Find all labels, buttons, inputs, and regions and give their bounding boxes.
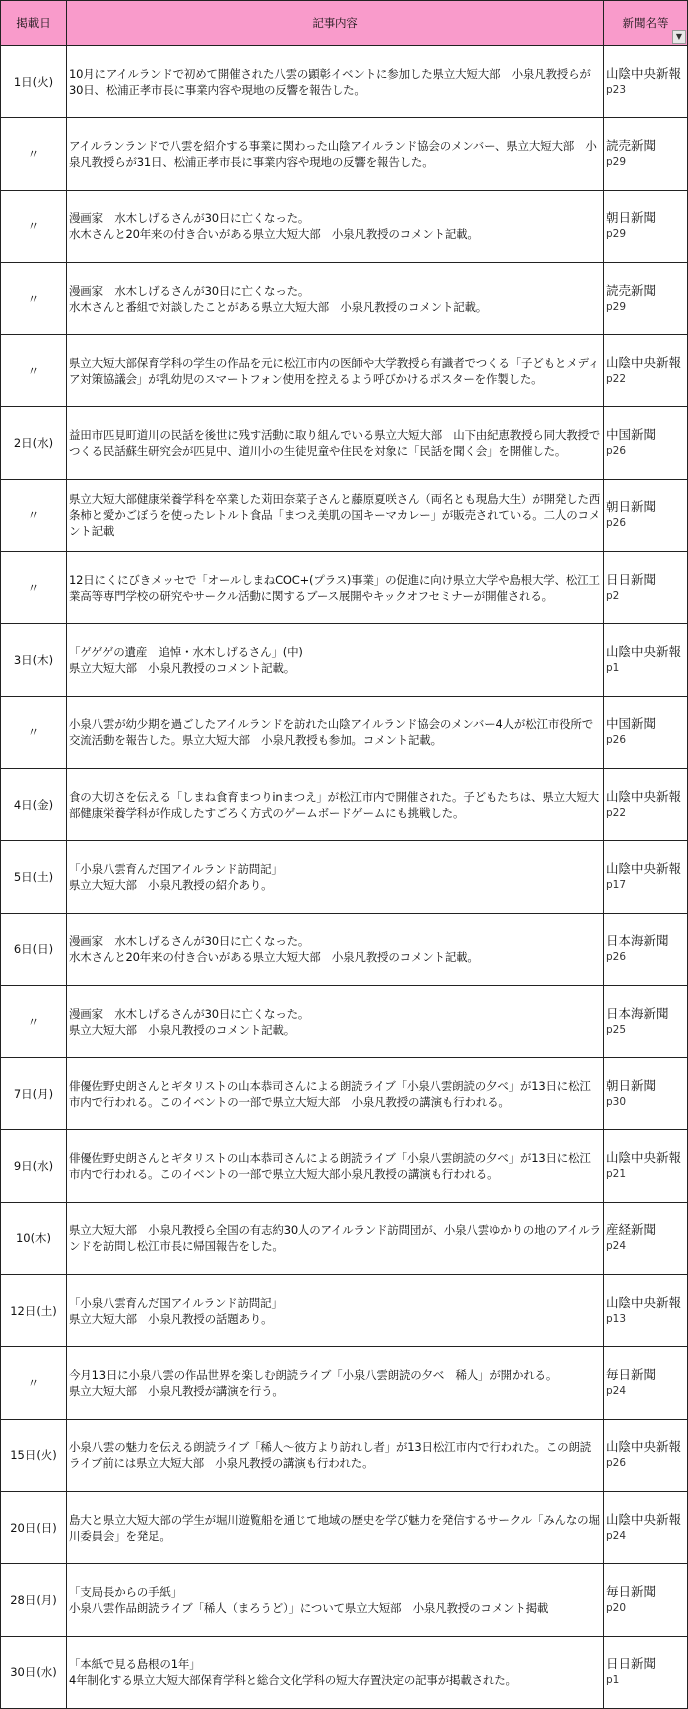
paper-cell [604, 1275, 688, 1347]
newspaper-name: 読売新聞 [606, 282, 657, 298]
table-row [1, 696, 688, 768]
page-number: p21 [606, 1168, 627, 1181]
table-row [1, 118, 688, 190]
page-number: p17 [606, 878, 627, 891]
paper-cell [604, 1130, 688, 1202]
content-cell: 漫画家 水木しげるさんが30日に亡くなった。 水木さんと番組で対談したことがある県立大短大部 小泉凡教授のコメント記載。 [67, 262, 604, 334]
table-row [1, 190, 688, 262]
table-body [1, 46, 688, 1709]
date-cell: 12日(土) [1, 1275, 67, 1347]
table-row [1, 1419, 688, 1491]
paper-cell [604, 552, 688, 624]
newspaper-name: 山陰中央新報 [606, 354, 682, 370]
table-row [1, 1130, 688, 1202]
paper-cell [604, 407, 688, 479]
paper-cell [604, 190, 688, 262]
newspaper-name: 朝日新聞 [606, 499, 657, 515]
page-number: p29 [606, 155, 627, 168]
paper-cell [604, 913, 688, 985]
table-row [1, 913, 688, 985]
page-number: p30 [606, 1095, 627, 1108]
date-cell: 9日(水) [1, 1130, 67, 1202]
content-cell: 県立大短大部 小泉凡教授ら全国の有志約30人のアイルランド訪問団が、小泉八雲ゆかりの地のアイルランドを訪問し松江市長に帰国報告をした。 [67, 1202, 604, 1274]
newspaper-name: 読売新聞 [606, 137, 657, 153]
header-paper-label: 新聞名等 [622, 16, 669, 30]
page-number: p26 [606, 951, 627, 964]
page-number: p26 [606, 1457, 627, 1470]
content-cell: 今月13日に小泉八雲の作品世界を楽しむ朗読ライブ「小泉八雲朗読の夕べ 稀人」が開かれる。 県立大短大部 小泉凡教授が講演を行う。 [67, 1347, 604, 1419]
date-cell: 〃 [1, 479, 67, 551]
page-number: p2 [606, 589, 620, 602]
page-number: p26 [606, 734, 627, 747]
header-date: 掲載日 [1, 1, 67, 46]
date-cell: 20日(日) [1, 1491, 67, 1563]
table-row [1, 479, 688, 551]
newspaper-name: 毎日新聞 [606, 1366, 657, 1382]
newspaper-name: 山陰中央新報 [606, 65, 682, 81]
newspaper-name: 山陰中央新報 [606, 860, 682, 876]
page-number: p24 [606, 1384, 627, 1397]
filter-dropdown-icon[interactable]: ▼ [672, 30, 686, 44]
date-cell: 〃 [1, 985, 67, 1057]
paper-cell [604, 479, 688, 551]
content-cell: 俳優佐野史朗さんとギタリストの山本恭司さんによる朗読ライブ「小泉八雲朗読の夕べ」が13日に松江市内で行われる。このイベントの一部で県立大短大部小泉凡教授の講演も行われる。 [67, 1130, 604, 1202]
table-row [1, 1202, 688, 1274]
table-row [1, 1636, 688, 1708]
page-number: p22 [606, 372, 627, 385]
page-number: p23 [606, 83, 627, 96]
content-cell: 小泉八雲の魅力を伝える朗読ライブ「稀人～彼方より訪れし者」が13日松江市内で行われた。この朗読ライブ前には県立大短大部 小泉凡教授の講演も行われた。 [67, 1419, 604, 1491]
newspaper-name: 日本海新聞 [606, 933, 669, 949]
newspaper-name: 朝日新聞 [606, 1077, 657, 1093]
content-cell: 「ゲゲゲの遺産 追悼・水木しげるさん」(中) 県立大短大部 小泉凡教授のコメント記載。 [67, 624, 604, 696]
table-row [1, 841, 688, 913]
paper-cell [604, 335, 688, 407]
newspaper-name: 毎日新聞 [606, 1583, 657, 1599]
content-cell: 島大と県立大短大部の学生が堀川遊覧船を通じて地域の歴史を学び魅力を発信するサークル「みんなの堀川委員会」を発足。 [67, 1491, 604, 1563]
date-cell: 1日(火) [1, 46, 67, 118]
newspaper-name: 朝日新聞 [606, 210, 657, 226]
paper-cell [604, 1419, 688, 1491]
paper-cell [604, 262, 688, 334]
header-paper[interactable] [604, 1, 688, 46]
paper-cell [604, 841, 688, 913]
paper-cell [604, 1347, 688, 1419]
date-cell: 〃 [1, 1347, 67, 1419]
content-cell: アイルランランドで八雲を紹介する事業に関わった山陰アイルランド協会のメンバー、県立大短大部 小泉凡教授らが31日、松浦正孝市長に事業内容や現地の反響を報告した。 [67, 118, 604, 190]
paper-cell [604, 696, 688, 768]
content-cell: 食の大切さを伝える「しまね食育まつりinまつえ」が松江市内で開催された。子どもたちは、県立大短大部健康栄養学科が作成したすごろく方式のゲームボードゲームにも挑戦した。 [67, 768, 604, 840]
table-row [1, 262, 688, 334]
date-cell: 2日(水) [1, 407, 67, 479]
date-cell: 10(木) [1, 1202, 67, 1274]
content-cell: 県立大短大部健康栄養学科を卒業した苅田奈菜子さんと藤原夏咲さん（両名とも現島大生）が開発した西条柿と愛かごぼうを使ったレトルト食品「まつえ美肌の国キーマカレー」が販売されている。二人のコメント記載 [67, 479, 604, 551]
page-number: p13 [606, 1312, 627, 1325]
newspaper-name: 日日新聞 [606, 571, 657, 587]
page-number: p26 [606, 445, 627, 458]
newspaper-name: 山陰中央新報 [606, 1294, 682, 1310]
table-row [1, 624, 688, 696]
content-cell: 「支局長からの手紙」 小泉八雲作品朗読ライブ「稀人（まろうど）」について県立大短部 小泉凡教授のコメント掲載 [67, 1564, 604, 1636]
newspaper-name: 産経新聞 [606, 1222, 657, 1238]
content-cell: 漫画家 水木しげるさんが30日に亡くなった。 県立大短大部 小泉凡教授のコメント記載。 [67, 985, 604, 1057]
newspaper-name: 山陰中央新報 [606, 1150, 682, 1166]
paper-cell [604, 46, 688, 118]
newspaper-name: 山陰中央新報 [606, 644, 682, 660]
newspaper-name: 日本海新聞 [606, 1005, 669, 1021]
content-cell: 小泉八雲が幼少期を過ごしたアイルランドを訪れた山陰アイルランド協会のメンバー4人が松江市役所で交流活動を報告した。県立大短大部 小泉凡教授も参加。コメント記載。 [67, 696, 604, 768]
table-row [1, 1347, 688, 1419]
table-row [1, 985, 688, 1057]
table-row [1, 335, 688, 407]
paper-cell [604, 1636, 688, 1708]
date-cell: 28日(月) [1, 1564, 67, 1636]
newspaper-name: 日日新聞 [606, 1656, 657, 1672]
table-row [1, 768, 688, 840]
content-cell: 「小泉八雲育んだ国アイルランド訪問記」 県立大短大部 小泉凡教授の話題あり。 [67, 1275, 604, 1347]
page-number: p24 [606, 1240, 627, 1253]
date-cell: 15日(火) [1, 1419, 67, 1491]
content-cell: 12日にくにびきメッセで「オールしまねCOC+(プラス)事業」の促進に向け県立大学や島根大学、松江工業高等専門学校の研究やサークル活動に関するブース展開やキックオフセミナーが開催される。 [67, 552, 604, 624]
date-cell: 〃 [1, 118, 67, 190]
table-row [1, 1058, 688, 1130]
page-number: p1 [606, 662, 620, 675]
date-cell: 〃 [1, 335, 67, 407]
page-number: p29 [606, 228, 627, 241]
paper-cell [604, 118, 688, 190]
newspaper-name: 中国新聞 [606, 427, 657, 443]
paper-cell [604, 768, 688, 840]
newspaper-name: 中国新聞 [606, 716, 657, 732]
date-cell: 5日(土) [1, 841, 67, 913]
date-cell: 〃 [1, 190, 67, 262]
page-number: p29 [606, 300, 627, 313]
date-cell: 4日(金) [1, 768, 67, 840]
date-cell: 7日(月) [1, 1058, 67, 1130]
paper-cell [604, 1058, 688, 1130]
page-number: p26 [606, 517, 627, 530]
table-row [1, 1275, 688, 1347]
date-cell: 3日(木) [1, 624, 67, 696]
header-content: 記事内容 [67, 1, 604, 46]
paper-cell [604, 624, 688, 696]
paper-cell [604, 1491, 688, 1563]
table-row [1, 407, 688, 479]
content-cell: 「小泉八雲育んだ国アイルランド訪問記」 県立大短大部 小泉凡教授の紹介あり。 [67, 841, 604, 913]
newspaper-name: 山陰中央新報 [606, 788, 682, 804]
table-row [1, 552, 688, 624]
table-row [1, 1491, 688, 1563]
page-number: p24 [606, 1529, 627, 1542]
table-row [1, 46, 688, 118]
content-cell: 漫画家 水木しげるさんが30日に亡くなった。 水木さんと20年来の付き合いがある県立大短大部 小泉凡教授のコメント記載。 [67, 190, 604, 262]
content-cell: 「本紙で見る島根の1年」 4年制化する県立大短大部保育学科と総合文化学科の短大存置決定の記事が掲載された。 [67, 1636, 604, 1708]
table-row [1, 1564, 688, 1636]
content-cell: 漫画家 水木しげるさんが30日に亡くなった。 水木さんと20年来の付き合いがある県立大短大部 小泉凡教授のコメント記載。 [67, 913, 604, 985]
date-cell: 〃 [1, 696, 67, 768]
content-cell: 益田市匹見町道川の民話を後世に残す活動に取り組んでいる県立大短大部 山下由紀恵教授ら同大教授でつくる民話蘇生研究会が匹見中、道川小の生徒児童や住民を対象に「民話を聞く会」を開催した。 [67, 407, 604, 479]
date-cell: 6日(日) [1, 913, 67, 985]
date-cell: 30日(水) [1, 1636, 67, 1708]
page-number: p22 [606, 806, 627, 819]
date-cell: 〃 [1, 552, 67, 624]
newspaper-name: 山陰中央新報 [606, 1511, 682, 1527]
page-number: p25 [606, 1023, 627, 1036]
paper-cell [604, 1564, 688, 1636]
content-cell: 俳優佐野史朗さんとギタリストの山本恭司さんによる朗読ライブ「小泉八雲朗読の夕べ」が13日に松江市内で行われる。このイベントの一部で県立大短大部 小泉凡教授の講演も行われる。 [67, 1058, 604, 1130]
content-cell: 県立大短大部保育学科の学生の作品を元に松江市内の医師や大学教授ら有識者でつくる「子どもとメディア対策協議会」が乳幼児のスマートフォン使用を控えるよう呼びかけるポスターを作製した。 [67, 335, 604, 407]
content-cell: 10月にアイルランドで初めて開催された八雲の顕彰イベントに参加した県立大短大部 小泉凡教授らが30日、松浦正孝市長に事業内容や現地の反響を報告した。 [67, 46, 604, 118]
paper-cell [604, 1202, 688, 1274]
page-number: p20 [606, 1601, 627, 1614]
date-cell: 〃 [1, 262, 67, 334]
page-number: p1 [606, 1674, 620, 1687]
paper-cell [604, 985, 688, 1057]
header-row [1, 1, 688, 46]
newspaper-name: 山陰中央新報 [606, 1439, 682, 1455]
